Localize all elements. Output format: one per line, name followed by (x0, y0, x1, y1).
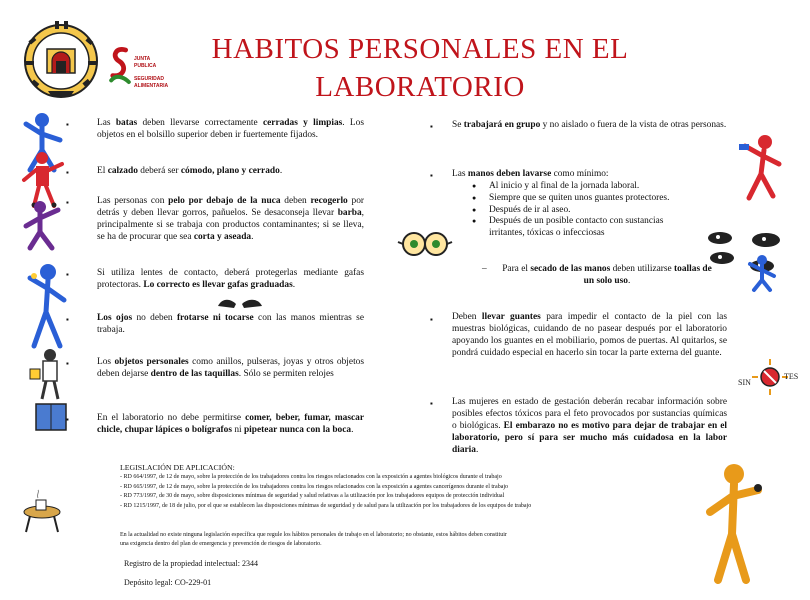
logo-text-4: ALIMENTARIA (134, 83, 169, 89)
bullet-icon: ▪ (66, 168, 69, 177)
food-safety-logo (108, 43, 198, 95)
bullet-icon: ● (472, 205, 477, 214)
legislation-block (120, 462, 680, 511)
dash-icon: – (482, 264, 487, 274)
registro-text: Registro de la propiedad intelectual: 2344 (124, 559, 258, 568)
sublist-item: ● Después de un posible contacto con sustancias (472, 216, 664, 227)
list-item-guantes: Deben llevar guantes para impedir el contacto de la piel con las muestras biológicas, cuidando de no pasear después por el laboratorio apoyando los guantes en el mobiliario, pomos de puertas. Al quitarlos, se pondrá cuidado especial en hacerlo sin tocar la parte externa del guante. (452, 312, 727, 358)
bullet-icon: ▪ (66, 198, 69, 207)
cabinet-icon (34, 402, 70, 432)
legislation-line: - RD 664/1997, de 12 de mayo, sobre la protección de los trabajadores contra los riesgos relacionados con la exposición a agentes biológicos durante el trabajo (120, 474, 502, 480)
legislation-title: LEGISLACIÓN DE APLICACIÓN: (120, 463, 235, 472)
legislation-note (120, 531, 720, 548)
list-item-manos: Las manos deben lavarse como mínimo: (452, 169, 609, 179)
bullet-icon: ● (472, 217, 477, 226)
bullet-icon: ▪ (430, 171, 433, 180)
list-item-ojos: Los ojos no deben frotarse ni tocarse con las manos mientras se trabaja. (97, 313, 364, 335)
list-item-gestacion: Las mujeres en estado de gestación deberán recabar información sobre posibles efectos tóxicos para el feto provocados por sustancias químicas o biológicas. El embarazo no es motivo para dejar de trabajar en el laboratorio, pero sí para ser mucho más cuidadosa en la labor diaria. (452, 397, 727, 455)
list-item-pelo: Las personas con pelo por debajo de la nuca deben recogerlo por detrás y deben llevar gorros, pañuelos. Se desaconseja llevar barba, principalmente si se trabaja con productos contaminantes; si se lleva, se ha de procurar que sea corta y aseada. (97, 196, 365, 242)
list-item-lentes: Si utiliza lentes de contacto, deberá protegerlas mediante gafas protectoras. Lo correcto es llevar gafas graduadas. (97, 268, 364, 290)
note-line-1: En la actualidad no existe ninguna legislación específica que regule los hábitos personales de trabajo en el laboratorio; no obstante, estos hábitos deben constituir (120, 532, 507, 538)
glasses-icon (398, 230, 452, 260)
list-item-calzado: El calzado deberá ser cómodo, plano y cerrado. (97, 166, 283, 176)
logo-text-2: PUBLICA (134, 63, 157, 69)
legislation-line: - RD 665/1997, de 12 de mayo, sobre la protección de los trabajadores contra los riesgos relacionados con la exposición a agentes cancerígenos durante el trabajo (120, 483, 509, 490)
list-item-grupo: Se trabajará en grupo y no aislado o fuera de la vista de otras personas. (452, 120, 727, 130)
sublist-item: ● Después de ir al aseo. (472, 204, 571, 215)
bullet-icon: ▪ (66, 415, 69, 424)
sin-label: SIN (738, 378, 751, 387)
purple-figure-icon (22, 200, 66, 250)
legislation-line: - RD 1215/1997, de 18 de julio, por el que se establecen las disposiciones mínimas de seguridad y de salud para la utilización por los trabajadores de los equipos de trabajo (120, 502, 532, 509)
note-line-2: una exigencia dentro del plan de emergencia y prevención de riesgos de laboratorio. (120, 540, 322, 547)
tes-label: TES (784, 372, 799, 381)
bullet-icon: ▪ (430, 315, 433, 324)
bullet-icon: ▪ (430, 122, 433, 131)
title-line-1: HABITOS PERSONALES EN EL (211, 33, 629, 65)
towel-note (482, 264, 712, 288)
list-item-batas: Las batas deben llevarse correctamente cerradas y limpias. Los objetos en el bolsillo superior deben ir fuertemente fijados. (97, 118, 364, 140)
bullet-icon: ▪ (66, 270, 69, 279)
leaf-s-icon (108, 43, 132, 89)
coffee-table-icon (18, 490, 66, 535)
list-item-comer: En el laboratorio no debe permitirse comer, beber, fumar, mascar chicle, chupar lápices o bolígrafos ni pipetear nunca con la boca. (97, 413, 364, 435)
bullet-icon: ● (472, 193, 477, 202)
sublist-item-continuation: irritantes, tóxicas o infecciosas (489, 228, 605, 239)
logo-text-1: JUNTA (134, 56, 151, 62)
legislation-line: - RD 773/1997, de 30 de mayo, sobre disposiciones mínimas de seguridad y salud relativas a la utilización por los trabajadores equipos de protección individual (120, 493, 505, 500)
hand-washing-sublist (472, 181, 712, 240)
page-title (170, 30, 670, 106)
no-entry-sign-icon (738, 355, 798, 405)
orange-figure-icon (700, 460, 770, 590)
sublist-item: ● Siempre que se quiten unos guantes protectores. (472, 192, 670, 203)
deposito-text: Depósito legal: CO-229-01 (124, 578, 212, 587)
list-item-objetos: Los objetos personales como anillos, pulseras, joyas y otros objetos deben dejarse dentro de las taquillas. Sólo se permiten relojes (97, 357, 365, 379)
bullet-icon: ▪ (66, 315, 69, 324)
blue-thinking-figure-icon (22, 262, 72, 352)
title-line-2: LABORATORIO (315, 71, 525, 103)
bullet-icon: ▪ (66, 359, 69, 368)
gloves-icon (216, 296, 264, 312)
university-seal-logo (20, 17, 102, 103)
bullet-icon: ▪ (66, 120, 69, 129)
bullet-icon: ● (472, 182, 477, 190)
logo-text-3: SEGURIDAD (134, 76, 165, 82)
red-dancing-figure-icon (735, 132, 785, 202)
worker-figure-icon (30, 345, 70, 405)
towel-note-text: Para el secado de las manos deben utilizarse toallas de un solo uso. (502, 264, 712, 286)
blue-small-figure-icon (742, 252, 782, 292)
bullet-icon: ▪ (430, 399, 433, 408)
sublist-item: ● Al inicio y al final de la jornada laboral. (472, 181, 640, 191)
